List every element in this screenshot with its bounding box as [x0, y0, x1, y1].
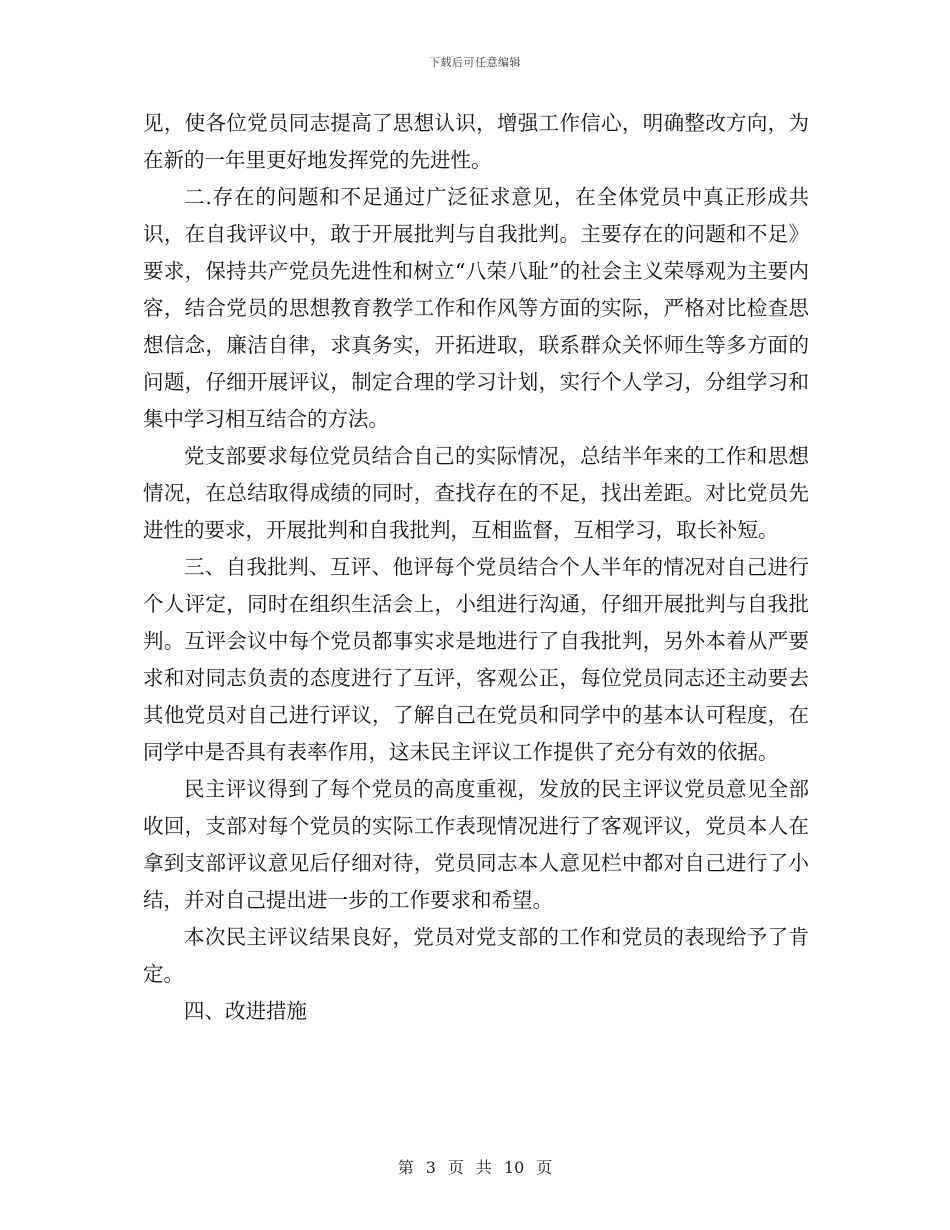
footer-label-page: 第 [397, 1158, 414, 1177]
paragraph-continuation: 见，使各位党员同志提高了思想认识，增强工作信心，明确整改方向，为在新的一年里更好地发挥党的先进性。 [143, 111, 809, 172]
document-body [143, 105, 809, 1030]
section-heading-four: 四、改进措施 [184, 999, 307, 1023]
paragraph-section-three: 三、自我批判、互评、他评每个党员结合个人半年的情况对自己进行个人评定，同时在组织生活会上，小组进行沟通，仔细开展批判与自我批判。互评会议中每个党员都事实求是地进行了自我批判，另外本着从严要求和对同志负责的态度进行了互评，客观公正，每位党员同志还主动要去其他党员对自己进行评议，了解自己在党员和同学中的基本认可程度，在同学中是否具有表率作用，这未民主评议工作提供了充分有效的依据。 [143, 555, 809, 764]
footer-total-pages: 10 [503, 1158, 525, 1177]
paragraph-evaluation-feedback: 民主评议得到了每个党员的高度重视，发放的民主评议党员意见全部收回，支部对每个党员的实际工作表现情况进行了客观评议，党员本人在拿到支部评议意见后仔细对待，党员同志本人意见栏中都对自己进行了小结，并对自己提出进一步的工作要求和希望。 [143, 777, 809, 912]
page-footer [0, 1155, 950, 1178]
paragraph-evaluation-result: 本次民主评议结果良好，党员对党支部的工作和党员的表现给予了肯定。 [143, 925, 809, 986]
paragraph-section-two: 二.存在的问题和不足通过广泛征求意见，在全体党员中真正形成共识，在自我评议中，敢于开展批判与自我批判。主要存在的问题和不足》要求，保持共产党员先进性和树立“八荣八耻”的社会主义荣辱观为主要内容，结合党员的思想教育教学工作和作风等方面的实际，严格对比检查思想信念，廉洁自律，求真务实，开拓进取，联系群众关怀师生等多方面的问题，仔细开展评议，制定合理的学习计划，实行个人学习，分组学习和集中学习相互结合的方法。 [143, 185, 809, 431]
footer-label-total: 共 [475, 1158, 492, 1177]
footer-current-page: 3 [425, 1158, 436, 1177]
footer-label-page-unit: 页 [447, 1158, 464, 1177]
footer-label-total-unit: 页 [536, 1158, 553, 1177]
page-header: 下载后可任意编辑 [429, 56, 521, 69]
paragraph-branch-requirement: 党支部要求每位党员结合自己的实际情况，总结半年来的工作和思想情况，在总结取得成绩的同时，查找存在的不足，找出差距。对比党员先进性的要求，开展批判和自我批判，互相监督，互相学习，取长补短。 [143, 444, 809, 542]
